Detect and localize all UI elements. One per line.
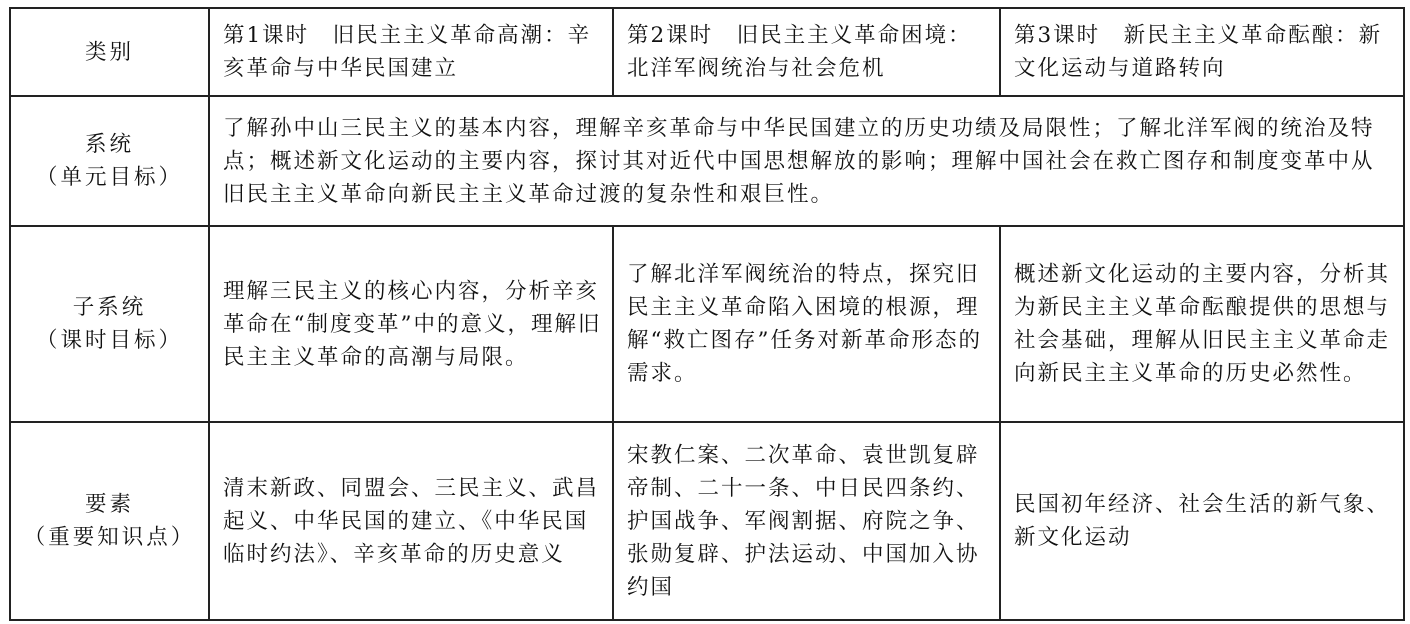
elements-label: 要素 (84, 492, 134, 517)
table-row (10, 8, 1404, 96)
lesson-3-goal: 概述新文化运动的主要内容，分析其为新民主主义革命酝酿提供的思想与社会基础，理解从旧民主主义革命走向新民主主义革命的历史必然性。 (1000, 226, 1404, 422)
system-label-cell (10, 96, 209, 226)
lesson-3-knowledge: 民国初年经济、社会生活的新气象、新文化运动 (1000, 422, 1404, 620)
subsystem-label: 子系统 (72, 295, 147, 320)
table-row (10, 96, 1404, 226)
subsystem-sublabel: （课时目标） (35, 328, 183, 353)
lesson-3-header: 第3课时 新民主主义革命酝酿：新文化运动与道路转向 (1000, 8, 1404, 96)
lesson-1-knowledge: 清末新政、同盟会、三民主义、武昌起义、中华民国的建立、《中华民国临时约法》、辛亥革命的历史意义 (209, 422, 613, 620)
category-header: 类别 (10, 8, 209, 96)
elements-label-cell (10, 422, 209, 620)
lesson-2-header: 第2课时 旧民主主义革命困境：北洋军阀统治与社会危机 (613, 8, 1000, 96)
table-row (10, 422, 1404, 620)
elements-sublabel: （重要知识点） (23, 525, 196, 550)
lesson-1-header: 第1课时 旧民主主义革命高潮：辛亥革命与中华民国建立 (209, 8, 613, 96)
lesson-2-knowledge: 宋教仁案、二次革命、袁世凯复辟帝制、二十一条、中日民四条约、护国战争、军阀割据、府院之争、张勋复辟、护法运动、中国加入协约国 (613, 422, 1000, 620)
system-label: 系统 (84, 132, 134, 157)
table-row (10, 226, 1404, 422)
unit-goal-table (9, 7, 1405, 621)
unit-goal-content: 了解孙中山三民主义的基本内容，理解辛亥革命与中华民国建立的历史功绩及局限性；了解北洋军阀的统治及特点；概述新文化运动的主要内容，探讨其对近代中国思想解放的影响；理解中国社会在救亡图存和制度变革中从旧民主主义革命向新民主主义革命过渡的复杂性和艰巨性。 (209, 96, 1404, 226)
lesson-1-goal: 理解三民主义的核心内容，分析辛亥革命在“制度变革”中的意义，理解旧民主主义革命的高潮与局限。 (209, 226, 613, 422)
subsystem-label-cell (10, 226, 209, 422)
lesson-2-goal: 了解北洋军阀统治的特点，探究旧民主主义革命陷入困境的根源，理解“救亡图存”任务对新革命形态的需求。 (613, 226, 1000, 422)
system-sublabel: （单元目标） (35, 165, 183, 190)
